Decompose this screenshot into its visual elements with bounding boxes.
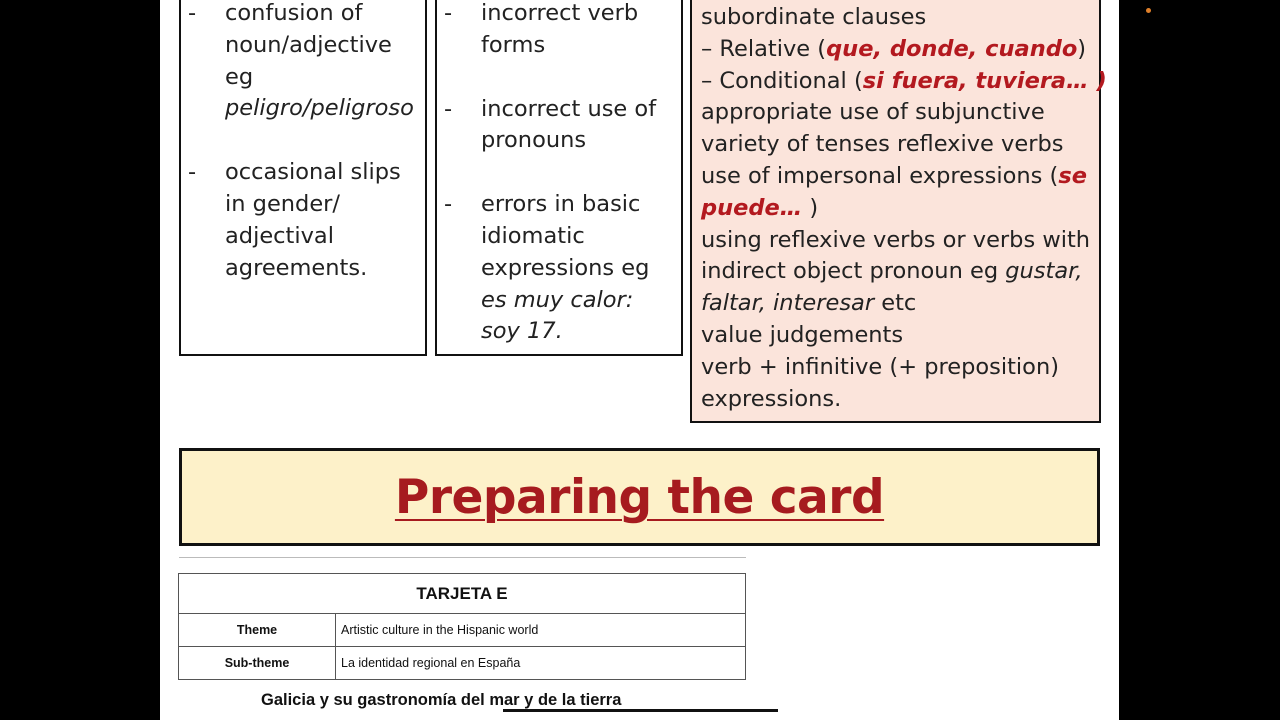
error-list-box-2 <box>435 0 683 356</box>
recording-indicator <box>1146 8 1151 13</box>
card-heading: Galicia y su gastronomía del mar y de la tierra <box>261 691 622 709</box>
list-item: - confusion of noun/adjective eg peligro/peligroso <box>181 0 419 125</box>
list-item: - errors in basic idiomatic expressions eg es muy calor: soy 17. <box>437 189 675 348</box>
line-subjunctive: appropriate use of subjunctive <box>701 99 1045 126</box>
section-banner <box>179 448 1100 546</box>
line-verb-infinitive: verb + infinitive (+ preposition) expressions. <box>701 353 1059 412</box>
structures-box <box>690 0 1107 423</box>
table-row <box>179 647 746 680</box>
banner-title: Preparing the card <box>394 469 885 525</box>
divider <box>179 557 746 558</box>
line-relative: – Relative (que, donde, cuando) <box>701 35 1087 62</box>
document-page <box>160 0 1119 720</box>
list-item: - occasional slips in gender/ adjectival agreements. <box>181 157 419 284</box>
card-key: Sub-theme <box>179 647 336 680</box>
list-item: - incorrect use of pronouns <box>437 94 675 158</box>
scroll-indicator <box>503 709 778 712</box>
line-conditional: – Conditional (si fuera, tuviera… ) <box>701 67 1107 94</box>
card-table <box>178 573 746 680</box>
list-item: - incorrect verb forms <box>437 0 675 62</box>
card-value: La identidad regional en España <box>336 647 746 680</box>
line-subordinate: subordinate clauses <box>701 4 927 30</box>
line-value-judgements: value judgements <box>701 321 904 348</box>
line-impersonal: use of impersonal expressions (se puede… ) <box>701 162 1087 221</box>
card-value: Artistic culture in the Hispanic world <box>336 614 746 647</box>
line-tenses: variety of tenses reflexive verbs <box>701 131 1064 158</box>
line-reflexive: using reflexive verbs or verbs with indirect object pronoun eg gustar, faltar, interesar etc <box>701 226 1091 317</box>
table-row <box>179 614 746 647</box>
card-title: TARJETA E <box>179 574 746 614</box>
card-key: Theme <box>179 614 336 647</box>
error-list-box-1 <box>179 0 427 356</box>
